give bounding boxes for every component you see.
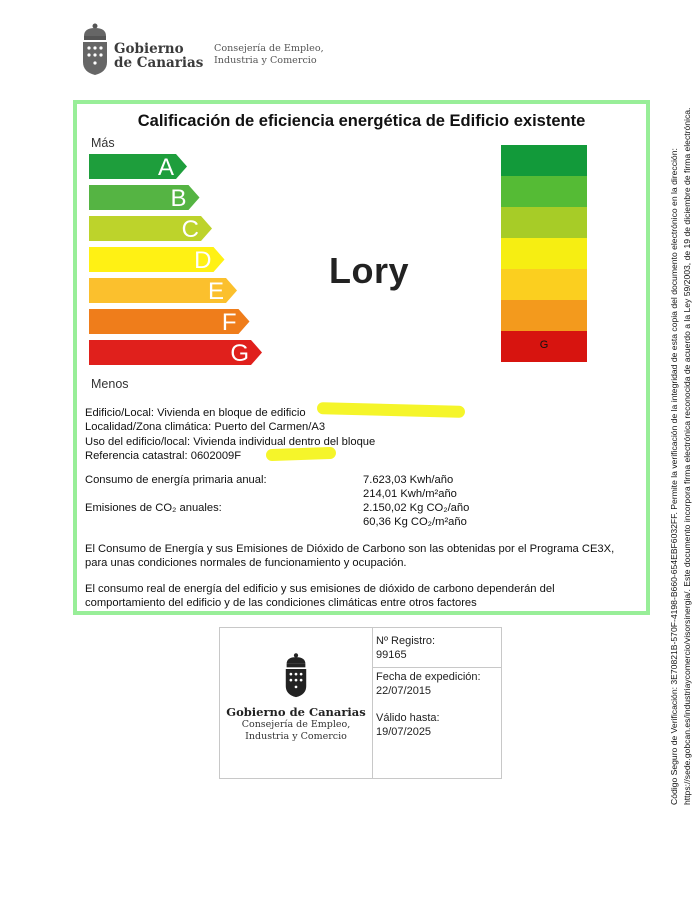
rating-scale-step-d bbox=[501, 238, 587, 269]
rating-arrow-e bbox=[89, 278, 237, 305]
locality-label: Localidad/Zona climática: bbox=[85, 421, 212, 434]
rating-arrow-g bbox=[89, 340, 262, 367]
paragraph-real-line2: comportamiento del edificio y de las condiciones climáticas entre otros factores bbox=[85, 597, 477, 609]
building-info bbox=[85, 406, 375, 463]
rating-scale bbox=[501, 145, 587, 362]
registry-number-label: Nº Registro: bbox=[376, 635, 436, 647]
consumption-value-total: 7.623,03 Kwh/año bbox=[363, 474, 454, 486]
emissions-values bbox=[363, 502, 469, 529]
valid-until bbox=[376, 712, 440, 739]
paragraph-real-line1: El consumo real de energía del edificio y sus emisiones de dióxido de carbono dependerán del bbox=[85, 583, 555, 595]
locality-value: Puerto del Carmen/A3 bbox=[214, 421, 326, 434]
use-row bbox=[85, 435, 375, 449]
cadastral-value: 0602009F bbox=[190, 449, 242, 462]
cadastral-row bbox=[85, 449, 375, 463]
gov-name-line2: de Canarias bbox=[114, 55, 204, 71]
registry-divider bbox=[372, 667, 501, 668]
paragraph-program bbox=[85, 542, 640, 570]
paragraph-program-line1: El Consumo de Energía y sus Emisiones de Dióxido de Carbono son las obtenidas por el Programa CE3X, bbox=[85, 543, 615, 555]
paragraph-real-consumption bbox=[85, 582, 640, 610]
rating-scale-step-b bbox=[501, 176, 587, 207]
gov-name-line1: Gobierno bbox=[114, 41, 184, 57]
rating-arrow-a bbox=[89, 154, 187, 181]
rating-arrow-letter: F bbox=[221, 309, 237, 336]
valid-until-value: 19/07/2025 bbox=[376, 725, 432, 738]
rating-arrow-c bbox=[89, 216, 212, 243]
emissions-value-total: 2.150,02 Kg CO₂/año bbox=[363, 502, 470, 514]
cadastral-label: Referencia catastral: bbox=[85, 449, 188, 462]
assigned-rating-label: G bbox=[539, 339, 549, 351]
coat-of-arms-icon bbox=[283, 652, 309, 698]
gov-department bbox=[214, 43, 324, 66]
rating-scale-step-g bbox=[501, 331, 587, 362]
verification-text bbox=[668, 80, 694, 805]
rating-arrow-letter: E bbox=[207, 278, 224, 305]
rating-arrow-letter: C bbox=[181, 216, 199, 243]
registry-number bbox=[376, 635, 435, 662]
use-value: Vivienda individual dentro del bloque bbox=[193, 435, 376, 448]
locality-row bbox=[85, 420, 375, 434]
emissions-value-per-m2: 60,36 Kg CO₂/m²año bbox=[363, 515, 467, 528]
building-row bbox=[85, 406, 375, 420]
gov-name bbox=[114, 42, 203, 70]
certificate-title: Calificación de eficiencia energética de Edificio existente bbox=[137, 112, 586, 130]
rating-arrow-b bbox=[89, 185, 200, 212]
government-header bbox=[80, 22, 380, 80]
registry-logo-dept-line2: Industria y Comercio bbox=[245, 731, 347, 742]
rating-arrow-letter: G bbox=[230, 340, 249, 367]
energy-certificate bbox=[73, 100, 650, 615]
consumption-value-per-m2: 214,01 Kwh/m²año bbox=[363, 487, 457, 500]
registry-logo-name: Gobierno de Canarias bbox=[226, 705, 366, 719]
rating-scale-step-a bbox=[501, 145, 587, 176]
building-name: Lory bbox=[329, 250, 410, 291]
gov-dept-line1: Consejería de Empleo, bbox=[214, 43, 324, 54]
building-value: Vivienda en bloque de edificio bbox=[157, 407, 306, 419]
rating-arrow-d bbox=[89, 247, 225, 274]
verification-line1: Código Seguro de Verificación: 3E70821B-570F-4198-B660-654EBF6032FF. Permite la verificación de la integridad de esta copia del documento electrónico en la dirección: bbox=[669, 148, 679, 805]
coat-of-arms-icon bbox=[80, 22, 110, 76]
registry-box bbox=[219, 627, 502, 779]
consumption-values bbox=[363, 474, 457, 501]
rating-arrow-letter: B bbox=[170, 185, 187, 212]
registry-logo bbox=[220, 652, 372, 743]
label-less: Menos bbox=[91, 377, 129, 391]
rating-arrow-letter: A bbox=[157, 154, 174, 181]
issue-date-label: Fecha de expedición: bbox=[376, 671, 481, 683]
use-label: Uso del edificio/local: bbox=[85, 435, 191, 448]
building-label: Edificio/Local: bbox=[85, 407, 155, 419]
rating-scale-step-f bbox=[501, 300, 587, 331]
rating-arrow-letter: D bbox=[194, 247, 212, 274]
verification-line2: https://sede.gobcan.es/industriaycomercio/visorsinergia/. Este documento incorpora firma electrónica reconocida de acuerdo a la Ley 59/2003, de 19 de diciembre de firma electrónica. bbox=[682, 107, 692, 805]
paragraph-program-line2: para unas condiciones normales de funcionamiento y ocupación. bbox=[85, 557, 407, 569]
rating-arrow-f bbox=[89, 309, 250, 336]
registry-number-value: 99165 bbox=[376, 648, 407, 661]
rating-scale-step-c bbox=[501, 207, 587, 238]
label-more: Más bbox=[91, 136, 115, 150]
issue-date-value: 22/07/2015 bbox=[376, 684, 432, 697]
gov-dept-line2: Industria y Comercio bbox=[214, 54, 317, 66]
valid-until-label: Válido hasta: bbox=[376, 712, 440, 724]
registry-divider bbox=[372, 628, 373, 778]
rating-scale-step-e bbox=[501, 269, 587, 300]
emissions-label: Emisiones de CO₂ anuales: bbox=[85, 502, 222, 514]
issue-date bbox=[376, 671, 481, 698]
consumption-label: Consumo de energía primaria anual: bbox=[85, 474, 267, 486]
registry-logo-dept-line1: Consejería de Empleo, bbox=[241, 719, 351, 730]
